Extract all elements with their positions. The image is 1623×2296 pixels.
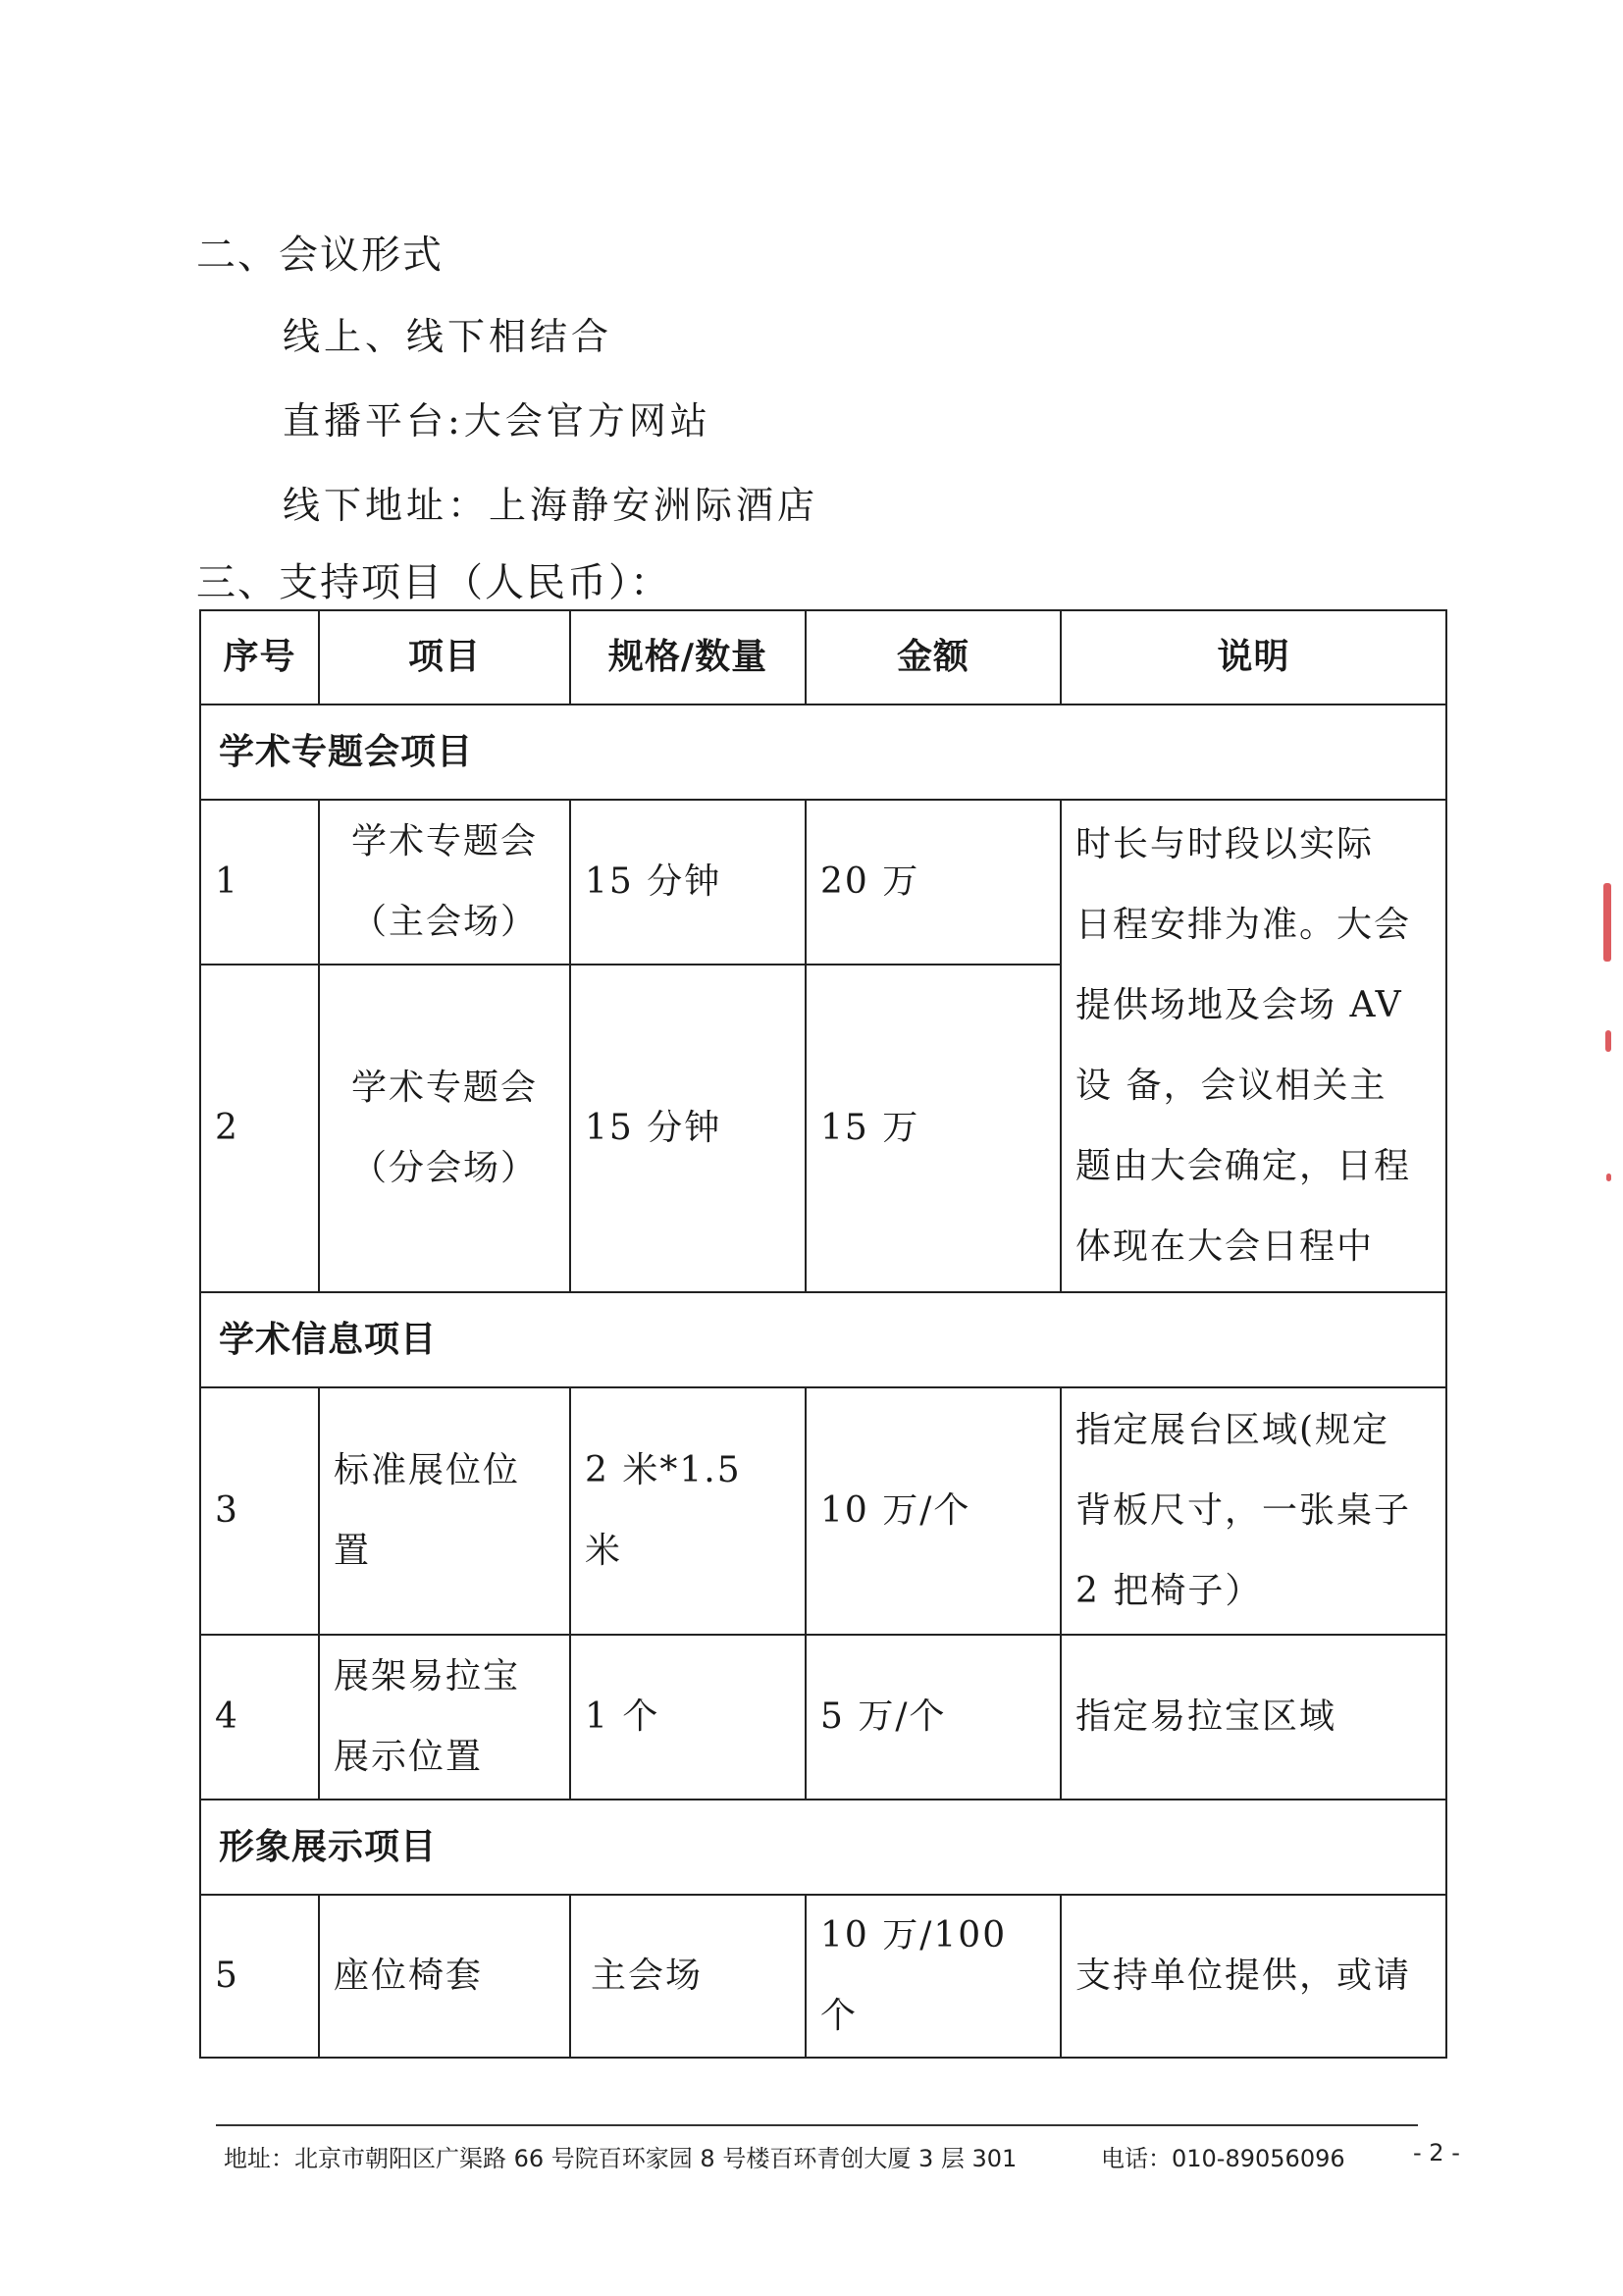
stamp-edge-mark — [1603, 883, 1611, 962]
livestream-platform-line: 直播平台:大会官方网站 — [283, 399, 711, 443]
row-item-line: 标准展位位 — [334, 1450, 521, 1490]
row-spec: 主会场 — [570, 1895, 806, 2058]
table-row — [200, 1635, 1446, 1800]
note-line: 背板尺寸，一张桌子 — [1075, 1490, 1412, 1531]
note-line: 题由大会确定，日程 — [1075, 1146, 1412, 1186]
note-line: 提供场地及会场 AV — [1075, 985, 1403, 1025]
row-item-line: 展架易拉宝 — [334, 1656, 521, 1696]
header-item: 项目 — [319, 610, 570, 704]
row-amount: 20 万 — [806, 800, 1061, 965]
note-line: 指定易拉宝区域 — [1075, 1696, 1337, 1737]
footer-phone: 电话：010-89056096 — [1101, 2145, 1345, 2172]
row-spec: 1 个 — [570, 1635, 806, 1800]
row-spec: 2 米*1.5 米 — [570, 1387, 806, 1635]
row-amount: 15 万 — [806, 965, 1061, 1292]
row-note: 支持单位提供，或请 — [1061, 1895, 1446, 2058]
row-item-line: 置 — [334, 1531, 372, 1571]
header-spec: 规格/数量 — [570, 610, 806, 704]
section-row — [200, 1800, 1446, 1895]
row-item — [319, 800, 570, 965]
row-item-line: 学术专题会 — [350, 821, 538, 861]
row-item-line: （分会场） — [350, 1148, 538, 1188]
row-amount: 5 万/个 — [806, 1635, 1061, 1800]
table-header-row — [200, 610, 1446, 704]
row-amount: 10 万/个 — [806, 1387, 1061, 1635]
note-line: 体现在大会日程中 — [1075, 1226, 1375, 1267]
row-item: 座位椅套 — [319, 1895, 570, 2058]
row-no: 1 — [200, 800, 319, 965]
row-item — [319, 1387, 570, 1635]
header-amount: 金额 — [806, 610, 1061, 704]
table-row — [200, 1387, 1446, 1635]
header-note: 说明 — [1061, 610, 1446, 704]
meeting-format-line: 线上、线下相结合 — [283, 315, 613, 358]
footer-address: 地址：北京市朝阳区广渠路 66 号院百环家园 8 号楼百环青创大厦 3 层 301 — [224, 2145, 1018, 2172]
section-title: 形象展示项目 — [200, 1800, 1446, 1895]
row-no: 5 — [200, 1895, 319, 2058]
section-title: 学术专题会项目 — [200, 704, 1446, 800]
row-spec: 15 分钟 — [570, 965, 806, 1292]
row-spec: 15 分钟 — [570, 800, 806, 965]
section3-heading: 三、支持项目（人民币）： — [196, 560, 671, 605]
table-row — [200, 800, 1446, 965]
row-item-line: （主会场） — [350, 902, 538, 942]
row-item-line: 展示位置 — [334, 1737, 484, 1777]
note-line: 2 把椅子） — [1075, 1571, 1263, 1611]
offline-address-line: 线下地址：上海静安洲际酒店 — [283, 484, 819, 527]
section2-heading: 二、会议形式 — [196, 233, 444, 278]
row-amount: 10 万/100 个 — [806, 1895, 1061, 2058]
row-note — [1061, 1635, 1446, 1800]
row-item-line: 学术专题会 — [350, 1068, 538, 1108]
stamp-edge-mark — [1606, 1174, 1611, 1181]
note-line: 指定展台区域(规定 — [1075, 1410, 1390, 1450]
section-row — [200, 704, 1446, 800]
row-no: 3 — [200, 1387, 319, 1635]
note-line: 时长与时段以实际 — [1075, 824, 1375, 864]
row-note — [1061, 800, 1446, 1292]
section-title: 学术信息项目 — [200, 1292, 1446, 1387]
row-note — [1061, 1387, 1446, 1635]
note-line: 设 备，会议相关主 — [1075, 1066, 1387, 1106]
header-no: 序号 — [200, 610, 319, 704]
page-number: - 2 - — [1413, 2139, 1460, 2166]
table-row — [200, 1895, 1446, 2058]
row-no: 2 — [200, 965, 319, 1292]
note-line: 日程安排为准。大会 — [1075, 905, 1412, 945]
row-item — [319, 965, 570, 1292]
stamp-edge-mark — [1605, 1030, 1611, 1052]
section-row — [200, 1292, 1446, 1387]
footer-divider — [216, 2124, 1418, 2126]
row-item — [319, 1635, 570, 1800]
support-items-table — [199, 609, 1447, 2059]
row-no: 4 — [200, 1635, 319, 1800]
